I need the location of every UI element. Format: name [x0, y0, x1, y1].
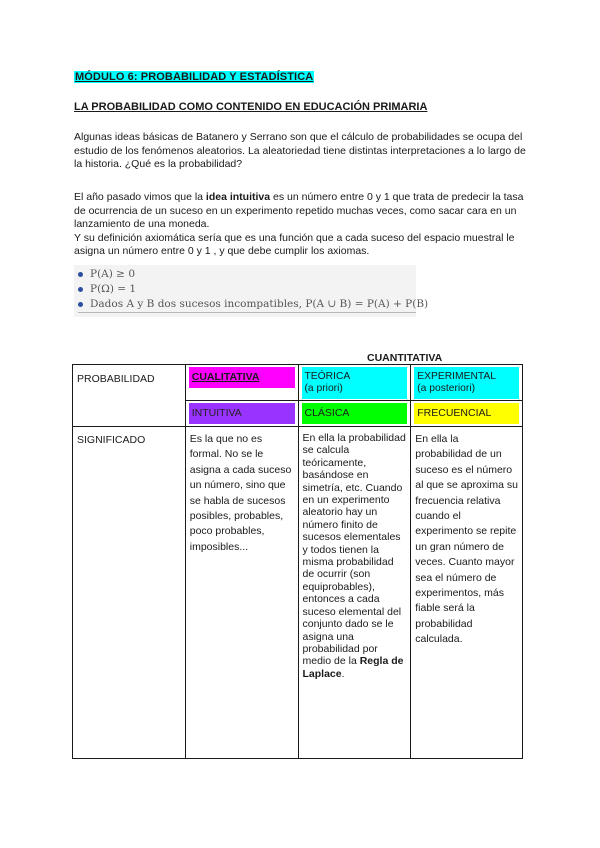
cell-sig-clasica: En ella la probabilidad se calcula teóricamente, basándose en simetría, etc. Cuando en un experimento aleatorio hay un número finito de sucesos elementales y todos tienen la misma probabilidad de ocurrir (son equiprobables), entonces a cada suceso elemental del conjunto dado se le asigna una probabilidad por medio de la Regla de Laplace.: [298, 427, 411, 759]
section-heading: LA PROBABILIDAD COMO CONTENIDO EN EDUCACIÓN PRIMARIA: [74, 101, 428, 113]
tag-frecuencial: FRECUENCIAL: [411, 401, 523, 427]
header-experimental: EXPERIMENTAL (a posteriori): [411, 365, 523, 401]
definition-block: [74, 191, 534, 259]
bullet-icon: [78, 272, 83, 277]
row-label-significado: SIGNIFICADO: [73, 427, 186, 759]
table-row: [73, 365, 523, 401]
axioms-image: [74, 265, 429, 317]
axiomatic-paragraph: Y su definición axiomática sería que es una función que a cada suceso del espacio muestral le asigna un número entre 0 y 1 , y que debe cumplir los axiomas.: [74, 231, 515, 258]
cell-sig-intuitiva: Es la que no es formal. No se le asigna a cada suceso un número, sino que se habla de sucesos posibles, probables, poco probables, imposibles...: [185, 427, 298, 759]
bullet-icon: [78, 287, 83, 292]
axiom-item: P(A) ≥ 0: [78, 267, 416, 282]
header-cualitativa: CUALITATIVA: [185, 365, 298, 401]
row-label-probabilidad: PROBABILIDAD: [73, 365, 186, 427]
tag-intuitiva: INTUITIVA: [185, 401, 298, 427]
axioms-list: [74, 265, 429, 313]
tag-clasica: CLÁSICA: [298, 401, 411, 427]
axiom-item: P(Ω) = 1: [78, 282, 416, 297]
intro-paragraph: Algunas ideas básicas de Batanero y Serrano son que el cálculo de probabilidades se ocupa del estudio de los fenómenos aleatorios. La aleatoriedad tiene distintas interpretaciones a lo largo de la historia. ¿Qué es la probabilidad?: [74, 131, 526, 171]
axiom-item: Dados A y B dos sucesos incompatibles, P(A ∪ B) = P(A) + P(B): [78, 297, 416, 313]
header-teorica: TEÓRICA (a priori): [298, 365, 411, 401]
cell-sig-frecuencial: En ella la probabilidad de un suceso es el número al que se aproxima su frecuencia relativa cuando el experimento se repite un gran número de veces. Cuanto mayor sea el número de experimentos, más fiable será la probabilidad calculada.: [411, 427, 523, 759]
intuitive-idea-paragraph: El año pasado vimos que la idea intuitiva es un número entre 0 y 1 que trata de predecir la tasa de ocurrencia de un suceso en un experimento repetido muchas veces, como sacar cara en un lanzamiento de una moneda.: [74, 191, 524, 231]
bullet-icon: [78, 302, 83, 307]
cuantitativa-label: CUANTITATIVA: [367, 352, 443, 364]
idea-intuitiva-bold: idea intuitiva: [205, 191, 271, 203]
module-title: MÓDULO 6: PROBABILIDAD Y ESTADÍSTICA: [75, 71, 314, 83]
regla-laplace-bold: Regla de Laplace: [302, 655, 404, 680]
probability-table: [72, 364, 523, 759]
table-row: [73, 427, 523, 759]
